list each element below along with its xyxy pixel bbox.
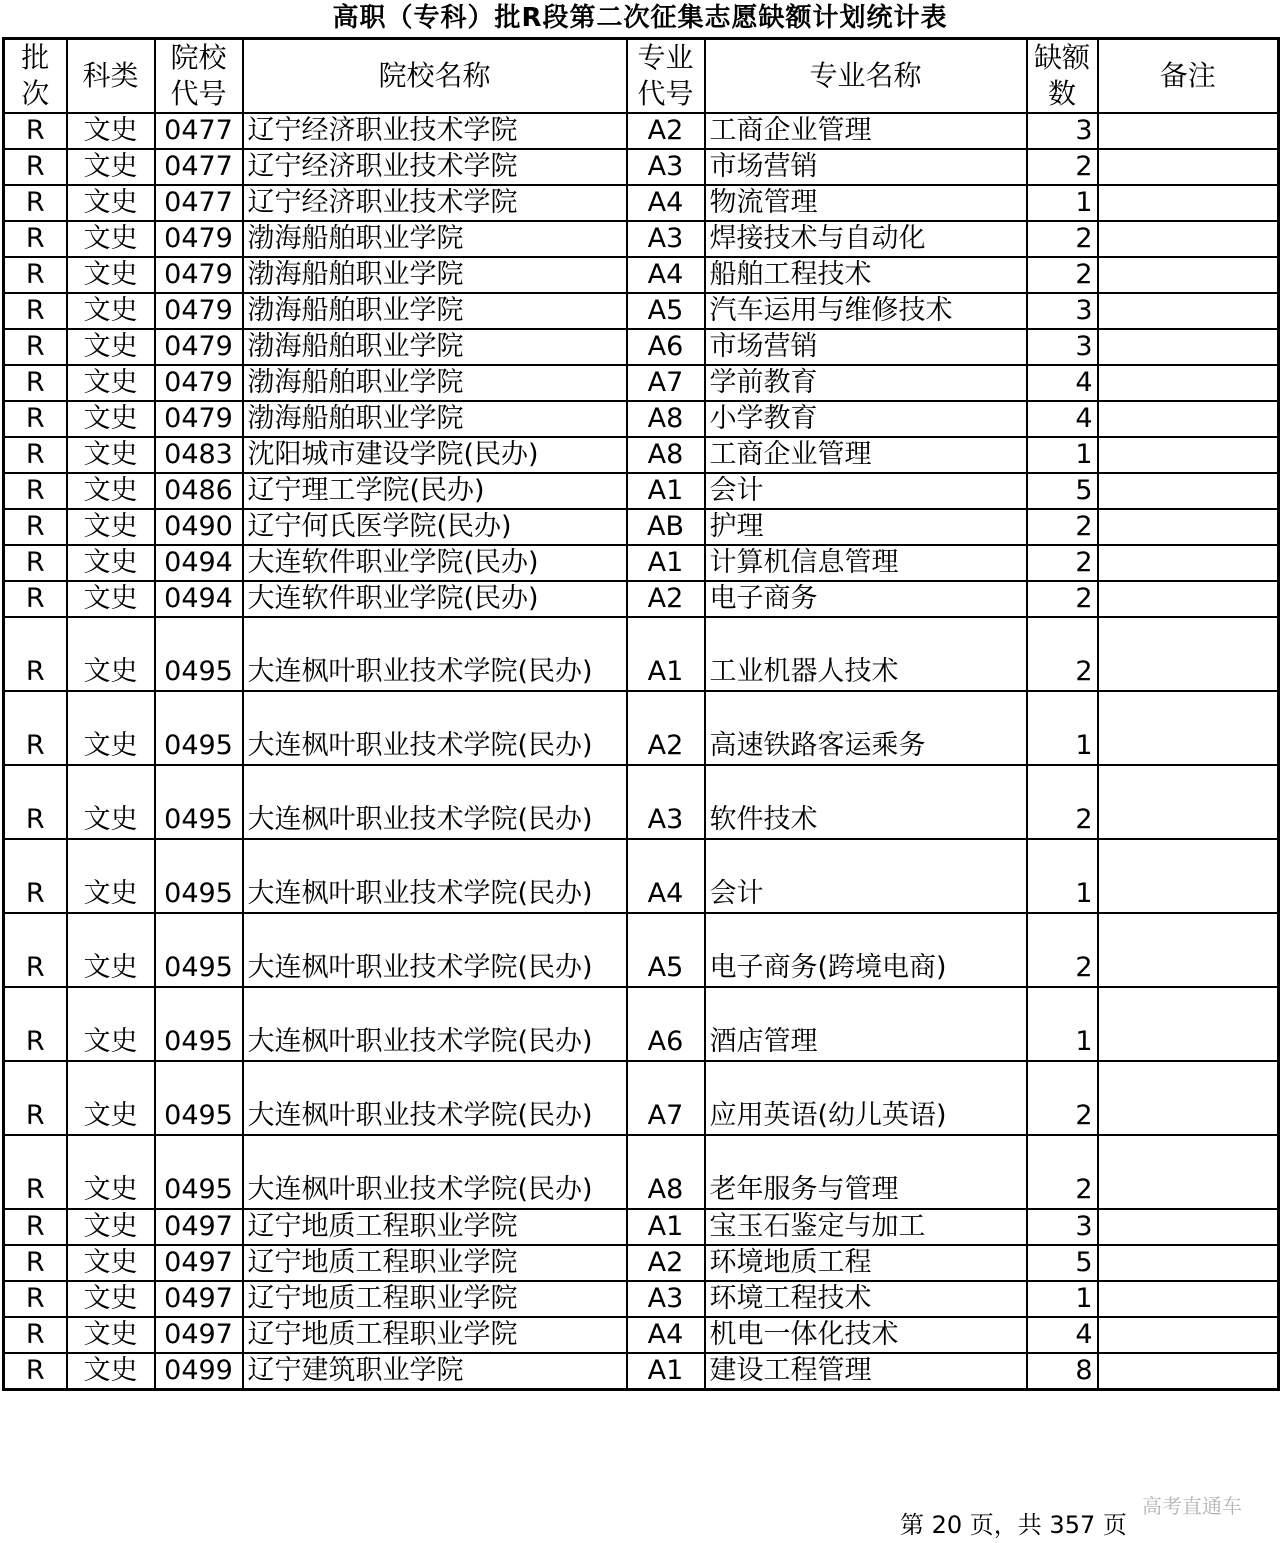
cell-major-code: A1 (627, 617, 705, 691)
cell-major-code: A3 (627, 149, 705, 185)
cell-major-code: A1 (627, 1209, 705, 1245)
table-row (4, 581, 1279, 617)
cell-major-code: A7 (627, 365, 705, 401)
cell-school-code: 0479 (155, 257, 243, 293)
cell-note (1098, 437, 1279, 473)
cell-batch: R (4, 1209, 67, 1245)
cell-school-code: 0483 (155, 437, 243, 473)
cell-major-code: A3 (627, 765, 705, 839)
cell-vacancy: 1 (1027, 437, 1098, 473)
cell-category: 文史 (67, 1245, 155, 1281)
cell-school-code: 0495 (155, 987, 243, 1061)
cell-major-name: 老年服务与管理 (705, 1135, 1027, 1209)
header-batch: 批次 (4, 39, 67, 114)
cell-major-code: A8 (627, 401, 705, 437)
cell-major-code: A8 (627, 1135, 705, 1209)
cell-school-code: 0494 (155, 545, 243, 581)
table-row (4, 509, 1279, 545)
cell-note (1098, 1061, 1279, 1135)
cell-major-code: A6 (627, 329, 705, 365)
cell-category: 文史 (67, 221, 155, 257)
cell-category: 文史 (67, 257, 155, 293)
cell-vacancy: 3 (1027, 1209, 1098, 1245)
cell-note (1098, 185, 1279, 221)
cell-school-name: 大连软件职业学院(民办) (243, 545, 627, 581)
table-row (4, 257, 1279, 293)
cell-major-name: 护理 (705, 509, 1027, 545)
cell-school-code: 0490 (155, 509, 243, 545)
cell-vacancy: 2 (1027, 1061, 1098, 1135)
table-row (4, 913, 1279, 987)
cell-note (1098, 1281, 1279, 1317)
cell-batch: R (4, 185, 67, 221)
cell-batch: R (4, 1245, 67, 1281)
cell-note (1098, 257, 1279, 293)
header-vacancy: 缺额数 (1027, 39, 1098, 114)
cell-major-code: A2 (627, 581, 705, 617)
cell-school-code: 0477 (155, 185, 243, 221)
cell-major-name: 汽车运用与维修技术 (705, 293, 1027, 329)
header-note: 备注 (1098, 39, 1279, 114)
table-row (4, 1245, 1279, 1281)
cell-vacancy: 3 (1027, 329, 1098, 365)
cell-school-code: 0497 (155, 1209, 243, 1245)
cell-batch: R (4, 149, 67, 185)
cell-note (1098, 545, 1279, 581)
table-row (4, 221, 1279, 257)
table-row (4, 1317, 1279, 1353)
watermark: 高考直通车 (1142, 1494, 1242, 1518)
cell-school-name: 辽宁地质工程职业学院 (243, 1209, 627, 1245)
cell-note (1098, 839, 1279, 913)
cell-vacancy: 3 (1027, 293, 1098, 329)
cell-major-code: A4 (627, 185, 705, 221)
cell-major-code: A2 (627, 113, 705, 149)
cell-major-code: A1 (627, 473, 705, 509)
cell-school-name: 大连软件职业学院(民办) (243, 581, 627, 617)
cell-category: 文史 (67, 765, 155, 839)
cell-vacancy: 2 (1027, 581, 1098, 617)
cell-school-name: 大连枫叶职业技术学院(民办) (243, 839, 627, 913)
cell-category: 文史 (67, 581, 155, 617)
cell-major-code: A4 (627, 839, 705, 913)
cell-category: 文史 (67, 437, 155, 473)
cell-note (1098, 1317, 1279, 1353)
cell-school-code: 0495 (155, 691, 243, 765)
cell-batch: R (4, 839, 67, 913)
cell-major-name: 焊接技术与自动化 (705, 221, 1027, 257)
cell-category: 文史 (67, 1353, 155, 1390)
table-row (4, 113, 1279, 149)
cell-major-name: 工商企业管理 (705, 113, 1027, 149)
cell-school-code: 0479 (155, 401, 243, 437)
cell-note (1098, 221, 1279, 257)
cell-category: 文史 (67, 365, 155, 401)
cell-vacancy: 3 (1027, 113, 1098, 149)
cell-school-name: 辽宁经济职业技术学院 (243, 113, 627, 149)
cell-note (1098, 1245, 1279, 1281)
cell-batch: R (4, 1135, 67, 1209)
cell-batch: R (4, 293, 67, 329)
cell-category: 文史 (67, 149, 155, 185)
cell-vacancy: 1 (1027, 1281, 1098, 1317)
cell-major-code: A2 (627, 691, 705, 765)
cell-note (1098, 617, 1279, 691)
cell-vacancy: 2 (1027, 545, 1098, 581)
cell-batch: R (4, 257, 67, 293)
cell-school-name: 渤海船舶职业学院 (243, 329, 627, 365)
cell-major-name: 船舶工程技术 (705, 257, 1027, 293)
cell-note (1098, 1209, 1279, 1245)
cell-note (1098, 149, 1279, 185)
cell-major-code: AB (627, 509, 705, 545)
cell-note (1098, 293, 1279, 329)
cell-category: 文史 (67, 509, 155, 545)
table-row (4, 401, 1279, 437)
table-row (4, 1209, 1279, 1245)
cell-school-code: 0495 (155, 913, 243, 987)
cell-school-name: 大连枫叶职业技术学院(民办) (243, 691, 627, 765)
table-row (4, 365, 1279, 401)
cell-major-name: 工商企业管理 (705, 437, 1027, 473)
cell-school-name: 辽宁经济职业技术学院 (243, 185, 627, 221)
cell-vacancy: 4 (1027, 401, 1098, 437)
cell-school-code: 0497 (155, 1317, 243, 1353)
cell-major-code: A4 (627, 257, 705, 293)
cell-major-code: A2 (627, 1245, 705, 1281)
table-row (4, 617, 1279, 691)
cell-major-name: 市场营销 (705, 149, 1027, 185)
table-row (4, 437, 1279, 473)
cell-school-code: 0494 (155, 581, 243, 617)
cell-batch: R (4, 691, 67, 765)
cell-category: 文史 (67, 617, 155, 691)
cell-category: 文史 (67, 1209, 155, 1245)
cell-note (1098, 1135, 1279, 1209)
cell-batch: R (4, 1317, 67, 1353)
cell-vacancy: 1 (1027, 691, 1098, 765)
cell-school-code: 0497 (155, 1245, 243, 1281)
cell-batch: R (4, 987, 67, 1061)
cell-batch: R (4, 913, 67, 987)
page-title: 高职（专科）批R段第二次征集志愿缺额计划统计表 (332, 3, 948, 33)
cell-school-code: 0479 (155, 329, 243, 365)
cell-school-name: 大连枫叶职业技术学院(民办) (243, 913, 627, 987)
cell-category: 文史 (67, 1061, 155, 1135)
cell-school-code: 0495 (155, 1135, 243, 1209)
cell-school-code: 0479 (155, 293, 243, 329)
cell-major-name: 宝玉石鉴定与加工 (705, 1209, 1027, 1245)
cell-note (1098, 113, 1279, 149)
table-row (4, 691, 1279, 765)
cell-vacancy: 4 (1027, 1317, 1098, 1353)
cell-category: 文史 (67, 987, 155, 1061)
cell-category: 文史 (67, 839, 155, 913)
cell-school-name: 渤海船舶职业学院 (243, 257, 627, 293)
table-row (4, 1281, 1279, 1317)
cell-category: 文史 (67, 473, 155, 509)
cell-category: 文史 (67, 545, 155, 581)
cell-category: 文史 (67, 1317, 155, 1353)
cell-school-name: 大连枫叶职业技术学院(民办) (243, 617, 627, 691)
cell-vacancy: 2 (1027, 765, 1098, 839)
cell-school-code: 0495 (155, 617, 243, 691)
cell-vacancy: 1 (1027, 987, 1098, 1061)
cell-note (1098, 473, 1279, 509)
cell-major-name: 会计 (705, 839, 1027, 913)
cell-school-name: 辽宁理工学院(民办) (243, 473, 627, 509)
cell-school-name: 大连枫叶职业技术学院(民办) (243, 1135, 627, 1209)
cell-school-code: 0477 (155, 149, 243, 185)
table-row (4, 1353, 1279, 1390)
cell-category: 文史 (67, 185, 155, 221)
cell-vacancy: 2 (1027, 617, 1098, 691)
cell-vacancy: 4 (1027, 365, 1098, 401)
cell-major-code: A3 (627, 221, 705, 257)
cell-school-name: 辽宁经济职业技术学院 (243, 149, 627, 185)
cell-category: 文史 (67, 1135, 155, 1209)
table-row (4, 185, 1279, 221)
cell-category: 文史 (67, 691, 155, 765)
header-school-name: 院校名称 (243, 39, 627, 114)
cell-note (1098, 913, 1279, 987)
table-row (4, 545, 1279, 581)
cell-note (1098, 1353, 1279, 1390)
header-major-name: 专业名称 (705, 39, 1027, 114)
cell-vacancy: 5 (1027, 473, 1098, 509)
cell-school-code: 0477 (155, 113, 243, 149)
cell-major-code: A1 (627, 1353, 705, 1390)
cell-vacancy: 2 (1027, 149, 1098, 185)
cell-school-code: 0497 (155, 1281, 243, 1317)
cell-school-code: 0479 (155, 221, 243, 257)
cell-major-name: 机电一体化技术 (705, 1317, 1027, 1353)
cell-batch: R (4, 765, 67, 839)
table-body (4, 113, 1279, 1390)
cell-major-code: A5 (627, 293, 705, 329)
cell-vacancy: 1 (1027, 185, 1098, 221)
cell-major-name: 电子商务 (705, 581, 1027, 617)
cell-school-name: 大连枫叶职业技术学院(民办) (243, 1061, 627, 1135)
header-school-code: 院校代号 (155, 39, 243, 114)
cell-school-code: 0495 (155, 839, 243, 913)
cell-major-name: 环境工程技术 (705, 1281, 1027, 1317)
cell-note (1098, 329, 1279, 365)
cell-major-code: A1 (627, 545, 705, 581)
cell-major-name: 高速铁路客运乘务 (705, 691, 1027, 765)
cell-major-code: A5 (627, 913, 705, 987)
cell-vacancy: 2 (1027, 1135, 1098, 1209)
cell-batch: R (4, 473, 67, 509)
table-row (4, 473, 1279, 509)
cell-major-name: 学前教育 (705, 365, 1027, 401)
cell-batch: R (4, 113, 67, 149)
page-number: 第 20 页，共 357 页 (900, 1511, 1127, 1539)
cell-note (1098, 987, 1279, 1061)
cell-major-name: 电子商务(跨境电商) (705, 913, 1027, 987)
cell-vacancy: 2 (1027, 509, 1098, 545)
cell-major-name: 酒店管理 (705, 987, 1027, 1061)
cell-school-code: 0495 (155, 765, 243, 839)
cell-major-name: 小学教育 (705, 401, 1027, 437)
cell-vacancy: 5 (1027, 1245, 1098, 1281)
cell-note (1098, 691, 1279, 765)
cell-batch: R (4, 437, 67, 473)
cell-vacancy: 2 (1027, 221, 1098, 257)
cell-major-name: 会计 (705, 473, 1027, 509)
cell-batch: R (4, 1061, 67, 1135)
cell-major-name: 建设工程管理 (705, 1353, 1027, 1390)
cell-vacancy: 2 (1027, 257, 1098, 293)
cell-school-name: 渤海船舶职业学院 (243, 365, 627, 401)
cell-batch: R (4, 221, 67, 257)
cell-batch: R (4, 329, 67, 365)
cell-major-code: A3 (627, 1281, 705, 1317)
cell-major-code: A8 (627, 437, 705, 473)
cell-major-name: 环境地质工程 (705, 1245, 1027, 1281)
cell-batch: R (4, 1353, 67, 1390)
cell-major-code: A4 (627, 1317, 705, 1353)
vacancy-table (2, 37, 1280, 1391)
cell-school-name: 辽宁建筑职业学院 (243, 1353, 627, 1390)
cell-major-code: A7 (627, 1061, 705, 1135)
cell-category: 文史 (67, 401, 155, 437)
cell-batch: R (4, 1281, 67, 1317)
cell-vacancy: 1 (1027, 839, 1098, 913)
cell-school-code: 0479 (155, 365, 243, 401)
cell-school-name: 大连枫叶职业技术学院(民办) (243, 987, 627, 1061)
header-category: 科类 (67, 39, 155, 114)
table-row (4, 293, 1279, 329)
cell-school-code: 0486 (155, 473, 243, 509)
cell-category: 文史 (67, 1281, 155, 1317)
cell-school-name: 渤海船舶职业学院 (243, 293, 627, 329)
cell-major-name: 物流管理 (705, 185, 1027, 221)
cell-school-code: 0495 (155, 1061, 243, 1135)
cell-category: 文史 (67, 113, 155, 149)
cell-major-name: 工业机器人技术 (705, 617, 1027, 691)
cell-vacancy: 2 (1027, 913, 1098, 987)
cell-batch: R (4, 401, 67, 437)
cell-batch: R (4, 365, 67, 401)
cell-school-name: 沈阳城市建设学院(民办) (243, 437, 627, 473)
table-row (4, 149, 1279, 185)
cell-batch: R (4, 545, 67, 581)
table-row (4, 1135, 1279, 1209)
table-header-row (4, 39, 1279, 114)
cell-major-name: 应用英语(幼儿英语) (705, 1061, 1027, 1135)
cell-school-name: 渤海船舶职业学院 (243, 401, 627, 437)
cell-batch: R (4, 509, 67, 545)
cell-batch: R (4, 581, 67, 617)
table-row (4, 329, 1279, 365)
cell-school-name: 辽宁地质工程职业学院 (243, 1317, 627, 1353)
cell-school-name: 辽宁地质工程职业学院 (243, 1245, 627, 1281)
cell-major-name: 市场营销 (705, 329, 1027, 365)
cell-category: 文史 (67, 913, 155, 987)
cell-note (1098, 509, 1279, 545)
cell-note (1098, 765, 1279, 839)
cell-school-code: 0499 (155, 1353, 243, 1390)
cell-note (1098, 401, 1279, 437)
cell-school-name: 辽宁地质工程职业学院 (243, 1281, 627, 1317)
header-major-code: 专业代号 (627, 39, 705, 114)
table-row (4, 765, 1279, 839)
cell-note (1098, 581, 1279, 617)
cell-batch: R (4, 617, 67, 691)
table-row (4, 987, 1279, 1061)
cell-school-name: 大连枫叶职业技术学院(民办) (243, 765, 627, 839)
cell-major-name: 软件技术 (705, 765, 1027, 839)
cell-note (1098, 365, 1279, 401)
cell-major-name: 计算机信息管理 (705, 545, 1027, 581)
cell-category: 文史 (67, 293, 155, 329)
cell-category: 文史 (67, 329, 155, 365)
cell-major-code: A6 (627, 987, 705, 1061)
cell-vacancy: 8 (1027, 1353, 1098, 1390)
cell-school-name: 渤海船舶职业学院 (243, 221, 627, 257)
table-row (4, 839, 1279, 913)
cell-school-name: 辽宁何氏医学院(民办) (243, 509, 627, 545)
table-row (4, 1061, 1279, 1135)
